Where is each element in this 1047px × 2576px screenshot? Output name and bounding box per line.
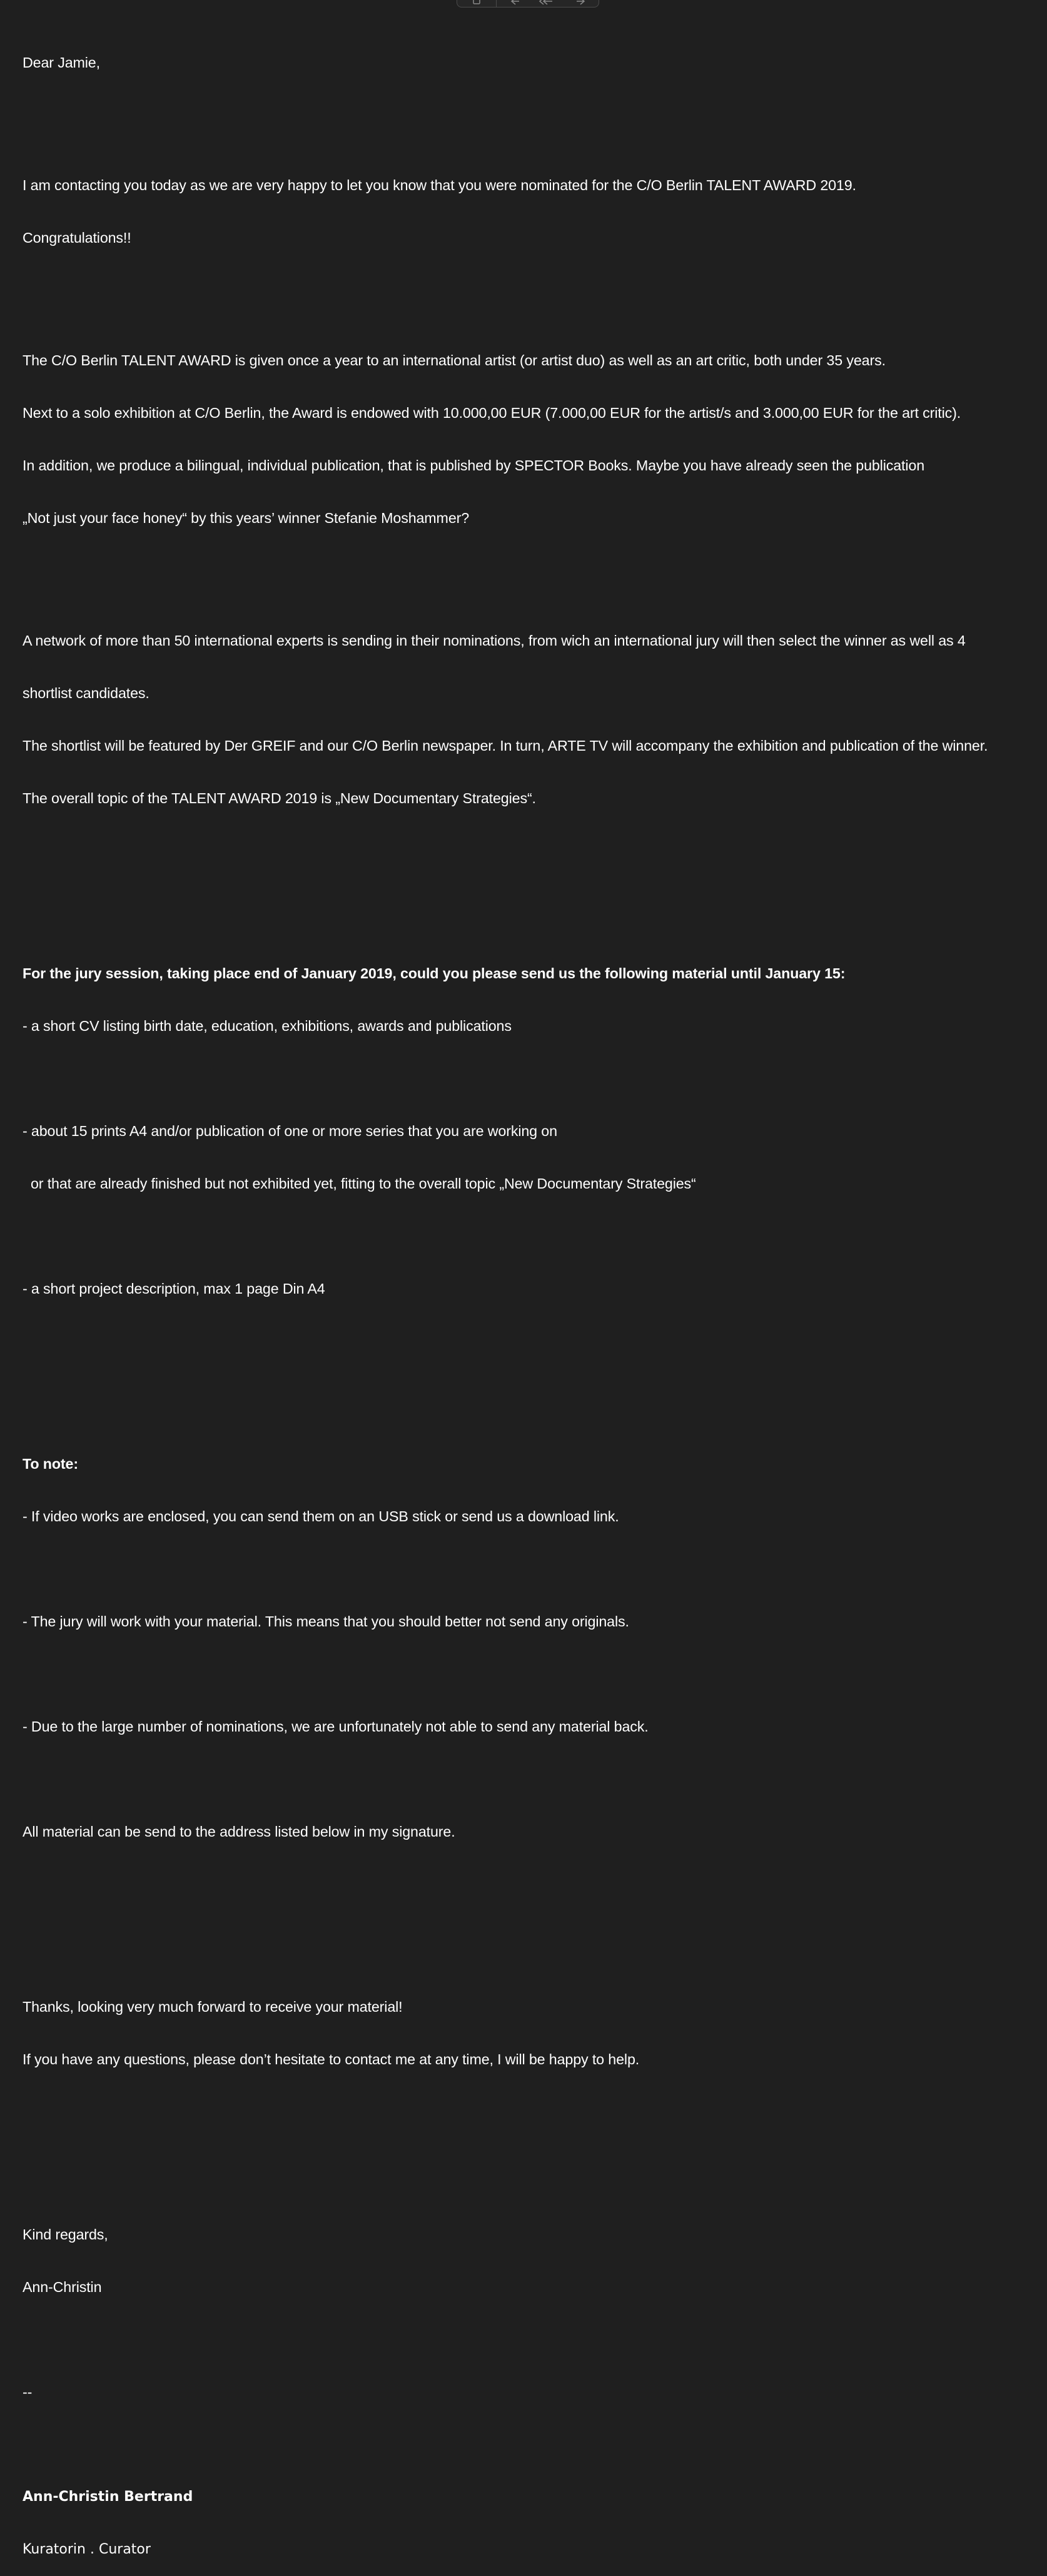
spacer	[23, 562, 1036, 579]
spacer	[23, 1332, 1036, 1350]
address-note: All material can be send to the address listed below in my signature.	[23, 1823, 455, 1840]
material-item: - about 15 prints A4 and/or publication of one or more series that you are working on	[23, 1123, 557, 1139]
forward-icon	[572, 0, 585, 4]
paragraph-line: A network of more than 50 international experts is sending in their nominations, from wich an international jury will then select the winner as well as 4	[23, 632, 966, 649]
spacer	[23, 1560, 1036, 1578]
note-item: - If video works are enclosed, you can send them on an USB stick or send us a download link.	[23, 1508, 619, 1524]
note-heading: To note:	[23, 1456, 78, 1472]
spacer	[23, 842, 1036, 860]
reply-actions	[497, 0, 599, 4]
spacer	[23, 2331, 1036, 2348]
reply-icon	[510, 0, 524, 4]
spacer	[23, 1665, 1036, 1683]
reply-all-icon	[539, 0, 557, 4]
paragraph-line: Next to a solo exhibition at C/O Berlin, the Award is endowed with 10.000,00 EUR (7.000,00 EUR for the artist/s and 3.000,00 EUR for the art critic).	[23, 405, 961, 421]
paragraph-line: Congratulations!!	[23, 230, 131, 246]
greeting: Dear Jamie,	[23, 54, 100, 71]
spacer	[23, 2436, 1036, 2453]
spacer	[23, 106, 1036, 124]
paragraph-line: „Not just your face honey“ by this years’ winner Stefanie Moshammer?	[23, 510, 470, 526]
paragraph-line: shortlist candidates.	[23, 685, 149, 701]
forward-button[interactable]	[572, 0, 585, 4]
email-body	[23, 19, 1036, 2576]
paragraph-line: The shortlist will be featured by Der GREIF and our C/O Berlin newspaper. In turn, ARTE TV will accompany the exhibition and publication of the winner.	[23, 738, 988, 754]
spacer	[23, 281, 1036, 299]
spacer	[23, 1770, 1036, 1788]
paragraph-line: The overall topic of the TALENT AWARD 2019 is „New Documentary Strategies“.	[23, 790, 536, 806]
sender-first-name: Ann-Christin	[23, 2279, 102, 2295]
paragraph-line: In addition, we produce a bilingual, individual publication, that is published by SPECTOR Books. Maybe you have already seen the publication	[23, 457, 924, 474]
delete-icon	[472, 0, 482, 5]
spacer	[23, 895, 1036, 912]
questions-line: If you have any questions, please don’t hesitate to contact me at any time, I will be happy to help.	[23, 2051, 640, 2067]
signature-separator: --	[23, 2384, 33, 2400]
paragraph-line: The C/O Berlin TALENT AWARD is given once a year to an international artist (or artist duo) as well as an art critic, both under 35 years.	[23, 352, 886, 368]
spacer	[23, 2156, 1036, 2173]
reply-all-button[interactable]	[539, 0, 557, 4]
thanks-line: Thanks, looking very much forward to receive your material!	[23, 1999, 403, 2015]
signature-title: Kuratorin . Curator	[23, 2542, 151, 2557]
material-item: - a short CV listing birth date, education, exhibitions, awards and publications	[23, 1018, 512, 1034]
message-toolbar	[457, 0, 599, 8]
spacer	[23, 2103, 1036, 2121]
spacer	[23, 1227, 1036, 1245]
closing: Kind regards,	[23, 2226, 108, 2243]
signature-name: Ann-Christin Bertrand	[23, 2489, 193, 2505]
note-item: - Due to the large number of nominations, we are unfortunately not able to send any material back.	[23, 1718, 649, 1735]
spacer	[23, 1928, 1036, 1945]
spacer	[23, 1070, 1036, 1087]
material-item-continuation: or that are already finished but not exhibited yet, fitting to the overall topic „New Documentary Strategies“	[31, 1175, 696, 1192]
delete-button[interactable]	[457, 0, 497, 7]
jury-heading: For the jury session, taking place end of January 2019, could you please send us the following material until January 15:	[23, 965, 846, 981]
note-item: - The jury will work with your material. This means that you should better not send any originals.	[23, 1613, 629, 1630]
material-item: - a short project description, max 1 page Din A4	[23, 1280, 325, 1297]
paragraph-line: I am contacting you today as we are very happy to let you know that you were nominated for the C/O Berlin TALENT AWARD 2019.	[23, 177, 856, 193]
spacer	[23, 1875, 1036, 1893]
spacer	[23, 1385, 1036, 1402]
reply-button[interactable]	[510, 0, 524, 4]
